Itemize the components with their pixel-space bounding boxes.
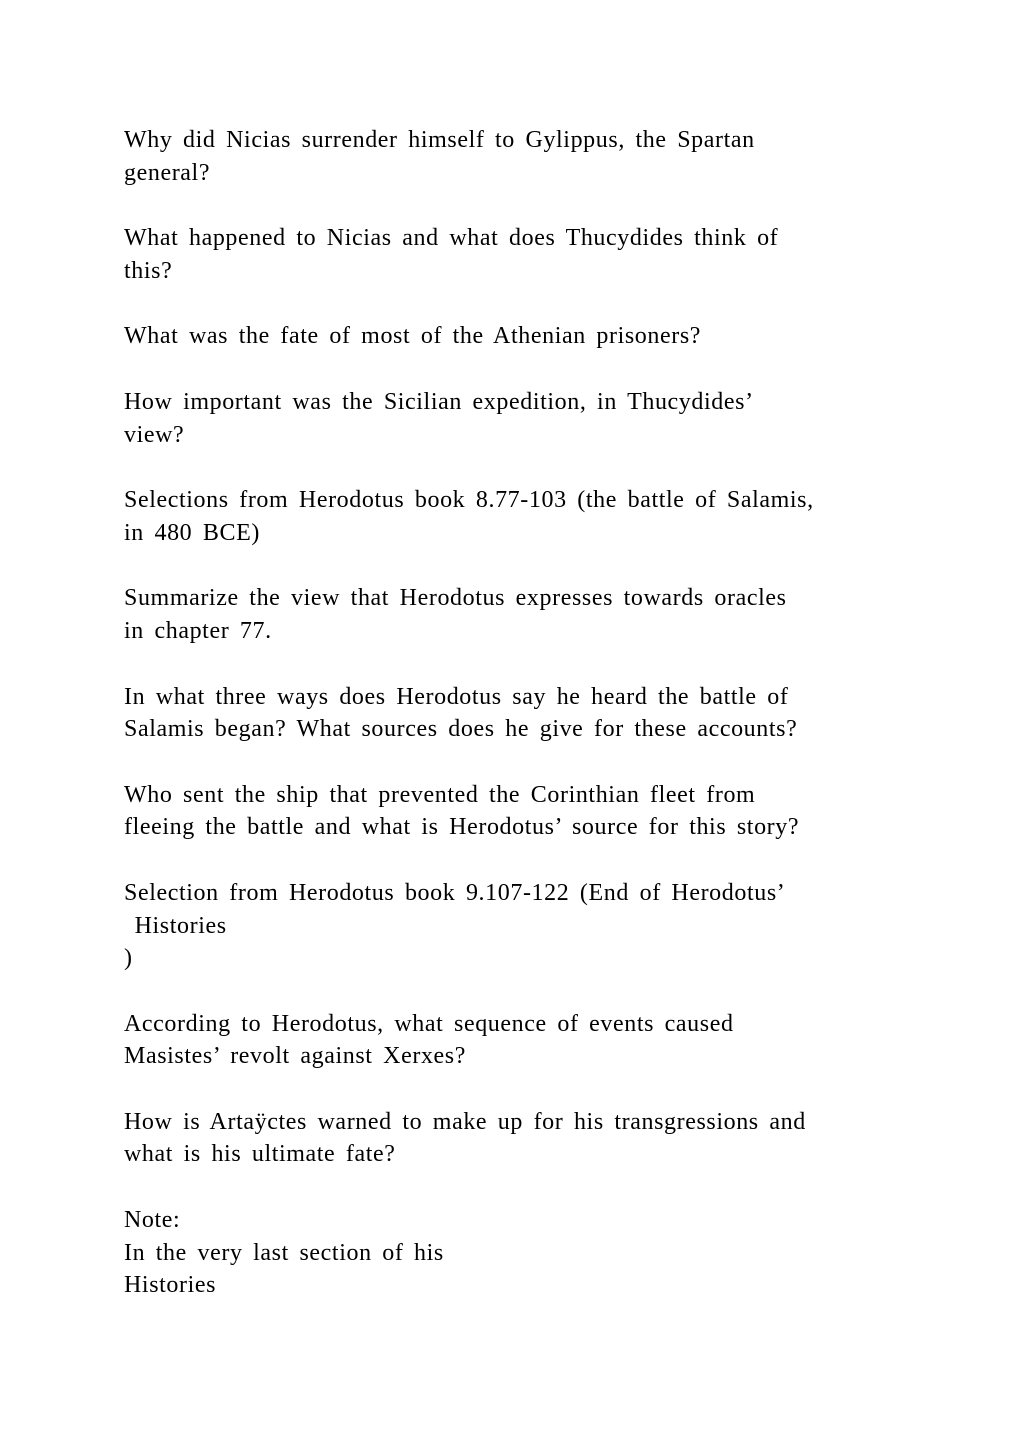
text-line: Selection from Herodotus book 9.107-122 (End of Herodotus’ bbox=[124, 879, 786, 906]
text-line: Salamis began? What sources does he give for these accounts? bbox=[124, 716, 798, 743]
paragraph-10 bbox=[124, 1008, 924, 1073]
text-line: How is Artaÿctes warned to make up for his transgressions and bbox=[124, 1108, 806, 1135]
text-line: How important was the Sicilian expedition, in Thucydides’ bbox=[124, 388, 754, 415]
text-line: What happened to Nicias and what does Thucydides think of bbox=[124, 225, 779, 252]
text-line: According to Herodotus, what sequence of events caused bbox=[124, 1010, 734, 1037]
text-line: What was the fate of most of the Athenian prisoners? bbox=[124, 323, 702, 350]
text-line: Histories bbox=[124, 912, 227, 939]
text-line: Summarize the view that Herodotus expresses towards oracles bbox=[124, 585, 787, 612]
text-line: In what three ways does Herodotus say he heard the battle of bbox=[124, 683, 789, 710]
paragraph-12 bbox=[124, 1204, 924, 1302]
text-line: what is his ultimate fate? bbox=[124, 1141, 396, 1168]
text-line: in chapter 77. bbox=[124, 617, 272, 644]
text-line: view? bbox=[124, 421, 185, 448]
text-line: Why did Nicias surrender himself to Gylippus, the Spartan bbox=[124, 127, 755, 153]
text-line: Histories bbox=[124, 1272, 217, 1299]
paragraph-3 bbox=[124, 320, 924, 353]
text-line: ) bbox=[124, 945, 133, 972]
paragraph-2 bbox=[124, 222, 924, 287]
text-line: general? bbox=[124, 159, 211, 186]
paragraph-7 bbox=[124, 681, 924, 746]
document-page bbox=[124, 124, 924, 1335]
text-line: Masistes’ revolt against Xerxes? bbox=[124, 1043, 466, 1070]
text-line: Selections from Herodotus book 8.77-103 (the battle of Salamis, bbox=[124, 487, 814, 514]
text-line: Who sent the ship that prevented the Corinthian fleet from bbox=[124, 781, 756, 808]
paragraph-11 bbox=[124, 1106, 924, 1171]
paragraph-5 bbox=[124, 484, 924, 549]
text-line: In the very last section of his bbox=[124, 1239, 444, 1266]
paragraph-6 bbox=[124, 582, 924, 647]
text-line: in 480 BCE) bbox=[124, 519, 260, 546]
text-line: this? bbox=[124, 257, 173, 284]
text-line: fleeing the battle and what is Herodotus’ source for this story? bbox=[124, 814, 800, 841]
paragraph-8 bbox=[124, 779, 924, 844]
paragraph-4 bbox=[124, 386, 924, 451]
text-line: Note: bbox=[124, 1207, 181, 1234]
paragraph-1 bbox=[124, 124, 924, 189]
paragraph-9 bbox=[124, 877, 924, 975]
